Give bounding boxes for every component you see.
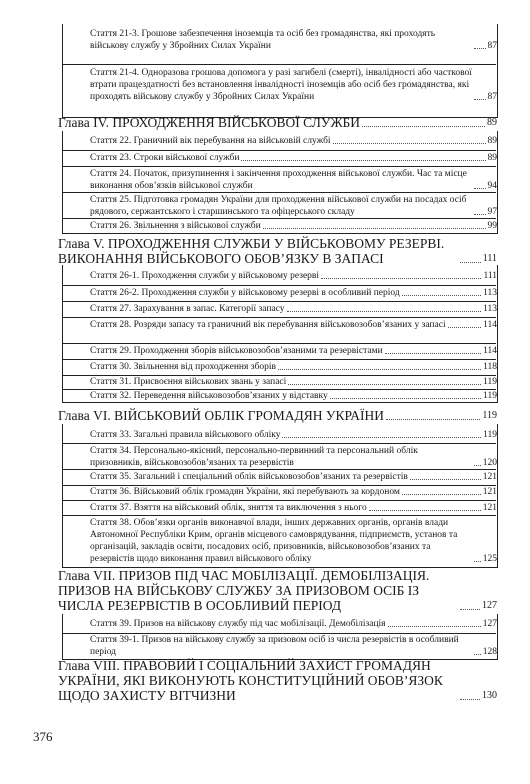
toc-entry-chapter[interactable] [58,236,497,266]
dot-leader [288,384,481,385]
dot-leader [321,278,481,279]
toc-entry-title: Стаття 29. Проходження зборів військовозобов’язаними та резервістами [90,346,383,356]
toc-entry-article[interactable] [90,471,497,483]
toc-entry-page: 130 [482,690,497,701]
toc-entry-title: Стаття 34. Персонально-якісний, персонально-первинний та персональний облік призовників, військовозобов’язаних та резервістів [90,446,418,468]
toc-entry-article[interactable] [90,319,497,331]
dot-leader [460,699,480,700]
toc-entry-article[interactable] [90,634,497,658]
toc-entry-page: 121 [482,487,497,497]
dot-leader [460,262,481,263]
toc-entry-title: Стаття 35. Загальний і спеціальний облік військовозобов’язаних та резервістів [90,472,408,482]
toc-entry-article[interactable] [90,270,497,282]
toc-entry-page: 97 [487,207,497,217]
toc-entry-title: Стаття 22. Граничний вік перебування на військовій службі [90,136,331,146]
toc-chapter-title: Глава VI. ВІЙСЬКОВИЙ ОБЛІК ГРОМАДЯН УКРАЇНИ [58,408,384,423]
toc-entry-page: 128 [482,647,497,657]
toc-entry-page: 113 [483,304,497,314]
dot-leader [474,48,486,49]
dot-leader [287,311,482,312]
dot-leader [402,295,481,296]
dot-leader [263,228,486,229]
toc-entry-title: Стаття 37. Взяття на військовий облік, зняття та виключення з нього [90,503,367,513]
toc-entry-page: 119 [482,410,497,421]
toc-entry-article[interactable] [90,194,497,218]
toc-entry-title: Стаття 21-3. Грошове забезпечення іноземців та осіб без громадянства, які проходять військову службу у Збройних Силах України [90,29,436,51]
entry-divider [62,343,496,344]
toc-chapter-title: Глава IV. ПРОХОДЖЕННЯ ВІЙСЬКОВОЇ СЛУЖБИ [58,115,361,130]
toc-entry-article[interactable] [90,67,497,103]
toc-entry-title: Стаття 31. Присвоєння військових звань у запасі [90,377,287,387]
toc-entry-title: Стаття 24. Початок, призупинення і закінчення проходження військової служби. Час та місце виконання обов’язків військової служби [90,169,467,191]
toc-entry-title: Стаття 28. Розряди запасу та граничний вік перебування військовозобов’язаних у запасі [90,320,446,330]
toc-entry-article[interactable] [90,152,497,164]
dot-leader [282,437,481,438]
page-number: 376 [33,729,53,744]
toc-entry-title: Стаття 25. Підготовка громадян України для проходження військової служби на посадах осіб рядового, сержантського і старшинського та офіцерського складу [90,195,467,217]
dot-leader [369,510,481,511]
entry-divider [62,515,496,516]
toc-entry-chapter[interactable] [58,658,497,703]
dot-leader [241,160,485,161]
toc-entry-page: 99 [487,221,497,231]
toc-entry-article[interactable] [90,517,497,565]
dot-leader [330,398,481,399]
toc-entry-title: Стаття 21-4. Одноразова грошова допомога у разі загибелі (смерті), інвалідності або часткової втрати працездатності без встановлення інвалідності іноземців або осіб без громадянства, які проходять військову службу у Збройних Силах України [90,68,472,102]
toc-entry-article[interactable] [90,445,497,469]
toc-entry-page: 120 [482,458,497,468]
toc-entry-title: Стаття 33. Загальні правила військового обліку [90,430,281,440]
toc-chapter-title: Глава VII. ПРИЗОВ ПІД ЧАС МОБІЛІЗАЦІЇ. ДЕМОБІЛІЗАЦІЯ. ПРИЗОВ НА ВІЙСЬКОВУ СЛУЖБУ ЗА ПРИЗОВОМ ОСІБ ІЗ ЧИСЛА РЕЗЕРВІСТІВ В ОСОБЛИВИЙ ПЕРІОД [58,568,430,613]
toc-entry-page: 119 [483,430,497,440]
toc-entry-page: 89 [487,136,497,146]
entry-divider [62,317,496,318]
toc-entry-page: 119 [483,391,497,401]
toc-entry-page: 119 [483,377,497,387]
toc-entry-title: Стаття 26. Звільнення з військової служби [90,221,261,231]
dot-leader [333,143,486,144]
toc-entry-page: 121 [482,503,497,513]
toc-chapter-title: Глава V. ПРОХОДЖЕННЯ СЛУЖБИ У ВІЙСЬКОВОМУ РЕЗЕРВІ. ВИКОНАННЯ ВІЙСЬКОВОГО ОБОВ’ЯЗКУ В ЗАПАСІ [58,236,445,266]
toc-entry-page: 118 [483,362,497,372]
toc-entry-title: Стаття 23. Строки військової служби [90,153,240,163]
toc-entry-title: Стаття 36. Військовий облік громадян України, які перебувають за кордоном [90,487,400,497]
toc-entry-page: 89 [487,153,497,163]
toc-entry-page: 87 [487,92,497,102]
entry-divider [62,500,496,501]
dot-leader [362,126,485,127]
dot-leader [460,609,480,610]
toc-entry-page: 113 [483,288,497,298]
toc-entry-page: 114 [483,320,497,330]
toc-entry-article[interactable] [90,429,497,441]
toc-entry-article[interactable] [90,502,497,514]
dot-leader [385,353,481,354]
dot-leader [388,626,481,627]
toc-entry-article[interactable] [90,361,497,373]
entry-divider [62,218,496,219]
toc-entry-page: 127 [482,619,497,629]
toc-entry-page: 125 [482,554,497,564]
dot-leader [474,561,481,562]
toc-entry-article[interactable] [90,486,497,498]
toc-entry-article[interactable] [90,390,497,402]
dot-leader [474,654,481,655]
toc-entry-chapter[interactable] [58,568,497,613]
toc-entry-article[interactable] [90,135,497,147]
toc-entry-title: Стаття 39. Призов на військову службу під час мобілізації. Демобілізація [90,619,386,629]
toc-entry-article[interactable] [90,618,497,630]
toc-entry-title: Стаття 26-2. Проходження служби у військовому резерві в особливий період [90,288,400,298]
entry-divider [62,469,496,470]
toc-entry-page: 89 [487,117,497,128]
entry-divider [62,285,496,286]
toc-entry-title: Стаття 27. Зарахування в запас. Категорії запасу [90,304,285,314]
entry-divider [62,359,496,360]
toc-entry-title: Стаття 32. Переведення військовозобов’язаних у відставку [90,391,328,401]
dot-leader [474,188,486,189]
toc-entry-title: Стаття 38. Обов’язки органів виконавчої влади, інших державних органів, органів влади Автономної Республіки Крим, органів місцевого самоврядування, підприємств, установ та організацій, закладів освіти, посадових осіб, призовників, військовозобов’язаних та резервістів щодо виконання правил військового обліку [90,518,458,564]
toc-entry-page: 111 [482,253,497,264]
dot-leader [278,369,481,370]
toc-entry-article[interactable] [90,345,497,357]
toc-entry-article[interactable] [90,376,497,388]
dot-leader [474,465,481,466]
toc-entry-page: 94 [487,181,497,191]
toc-entry-title: Стаття 26-1. Проходження служби у військовому резерві [90,271,320,281]
dot-leader [402,494,481,495]
toc-entry-article[interactable] [90,303,497,315]
toc-entry-article[interactable] [90,220,497,232]
toc-entry-title: Стаття 30. Звільнення від проходження зборів [90,362,276,372]
toc-entry-article[interactable] [90,28,497,52]
toc-entry-chapter[interactable] [58,115,497,130]
entry-divider [62,150,496,151]
toc-entry-page: 121 [482,472,497,482]
toc-entry-page: 87 [487,41,497,51]
dot-leader [386,419,480,420]
entry-divider [62,192,496,193]
dot-leader [448,327,482,328]
entry-divider [62,166,496,167]
dot-leader [474,214,486,215]
toc-entry-article[interactable] [90,287,497,299]
dot-leader [410,479,481,480]
entry-divider [62,301,496,302]
dot-leader [474,99,486,100]
toc-entry-title: Стаття 39-1. Призов на військову службу за призовом осіб із числа резервістів в особливий період [90,635,459,657]
toc-entry-page: 114 [483,346,497,356]
toc-entry-article[interactable] [90,168,497,192]
entry-divider [62,443,496,444]
toc-entry-chapter[interactable] [58,408,497,423]
entry-divider [62,64,496,65]
toc-entry-page: 127 [482,600,497,611]
toc-chapter-title: Глава VIII. ПРАВОВИЙ І СОЦІАЛЬНИЙ ЗАХИСТ ГРОМАДЯН УКРАЇНИ, ЯКІ ВИКОНУЮТЬ КОНСТИТУЦІЙНИЙ ОБОВ’ЯЗОК ЩОДО ЗАХИСТУ ВІТЧИЗНИ [58,658,443,703]
toc-entry-page: 111 [483,271,497,281]
